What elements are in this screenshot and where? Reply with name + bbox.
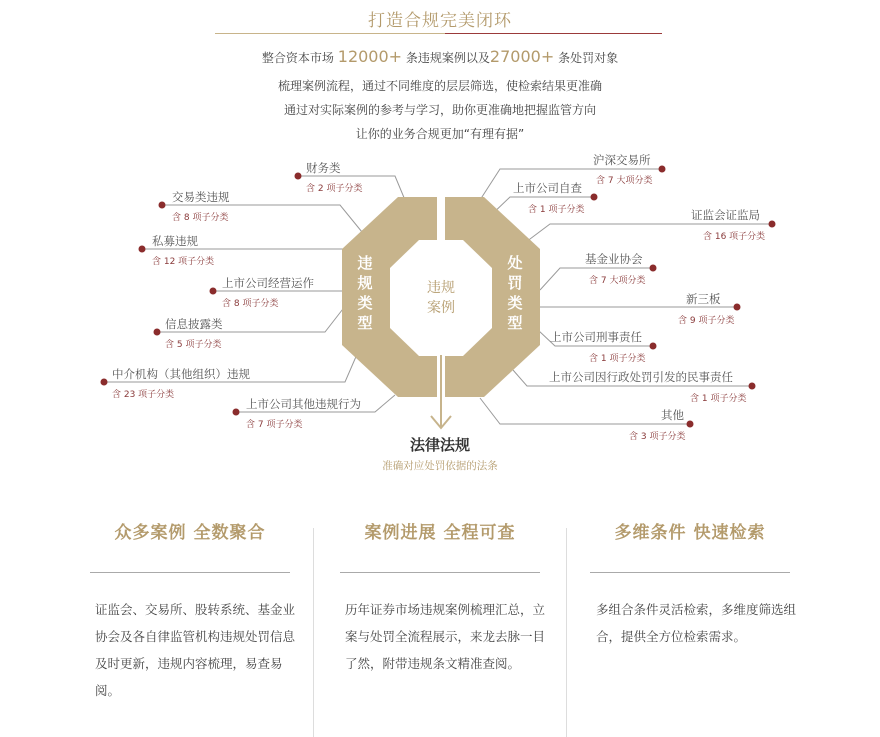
feature-title-3: 多维条件 快速检索 [614,523,766,543]
column-separator-2 [566,528,567,737]
left-item-sub: 含 12 项子分类 [152,257,215,267]
left-item-label: 上市公司经营运作 [222,276,314,290]
center-case-label: 违规 案例 [427,280,455,316]
case-count: 12000+ [337,47,403,66]
right-item-label: 新三板 [686,292,721,306]
right-item-sub: 含 7 大项分类 [596,176,653,186]
dot-right-1 [659,166,666,173]
left-item-sub: 含 7 项子分类 [246,420,303,430]
left-item-label: 交易类违规 [172,190,230,204]
left-item-label: 中介机构（其他组织）违规 [112,367,250,381]
violation-type-block: 违 规 类 型 [357,254,373,332]
dot-right-8 [687,421,694,428]
right-item-sub: 含 3 项子分类 [629,432,686,442]
left-item-sub: 含 2 项子分类 [306,184,363,194]
intro-mid: 条违规案例以及 [405,51,490,65]
right-item-label: 沪深交易所 [593,153,651,167]
dot-right-5 [734,304,741,311]
law-subtitle: 准确对应处罚依据的法条 [382,460,498,472]
dot-right-2 [591,194,598,201]
dot-left-6 [101,379,108,386]
dot-right-3 [769,221,776,228]
dot-left-3 [139,246,146,253]
left-item-label: 信息披露类 [165,317,223,331]
right-item-label: 其他 [661,408,684,422]
dot-left-2 [159,202,166,209]
right-item-sub: 含 1 项子分类 [690,394,747,404]
column-separator-1 [313,528,314,737]
right-item-sub: 含 7 大项分类 [589,276,646,286]
right-item-label: 上市公司自查 [513,181,582,195]
right-item-label: 证监会证监局 [691,208,760,222]
dot-right-6 [650,343,657,350]
intro-prefix: 整合资本市场 [261,51,334,65]
dot-left-7 [233,409,240,416]
intro-line-4: 让你的业务合规更加“有理有据” [355,127,525,141]
feature-text-2: 历年证券市场违规案例梳理汇总，立案与处罚全流程展示，来龙去脉一目了然，附带违规条文精准查阅。 [345,602,546,671]
feature-divider-2 [340,572,540,573]
intro-suffix: 条处罚对象 [558,51,619,65]
feature-title-1: 众多案例 全数聚合 [114,523,266,543]
right-item-label: 上市公司刑事责任 [550,330,642,344]
right-item-sub: 含 16 项子分类 [703,232,766,242]
feature-text-3: 多组合条件灵活检索，多维度筛选组合，提供全方位检索需求。 [596,602,797,644]
intro-line-2: 梳理案例流程，通过不同维度的层层筛选，使检索结果更准确 [277,79,602,93]
right-item-sub: 含 1 项子分类 [528,205,585,215]
left-item-label: 上市公司其他违规行为 [246,397,361,411]
feature-title-2: 案例进展 全程可查 [364,523,516,543]
right-item-label: 基金业协会 [585,252,643,266]
connector-right-8 [480,398,690,424]
dot-right-4 [650,265,657,272]
punish-count: 27000+ [489,47,555,66]
dot-left-5 [154,329,161,336]
law-title: 法律法规 [409,436,470,454]
left-item-sub: 含 8 项子分类 [222,299,279,309]
feature-text-1: 证监会、交易所、股转系统、基金业协会及各自律监管机构违规处罚信息及时更新，违规内容梳理，易查易阅。 [95,602,296,698]
left-item-sub: 含 23 项子分类 [112,390,175,400]
feature-divider-3 [590,572,790,573]
right-item-sub: 含 9 项子分类 [678,316,735,326]
right-item-label: 上市公司因行政处罚引发的民事责任 [549,370,733,384]
punishment-type-block: 处 罚 类 型 [507,254,523,332]
right-item-sub: 含 1 项子分类 [589,354,646,364]
left-item-sub: 含 5 项子分类 [165,340,222,350]
left-item-sub: 含 8 项子分类 [172,213,229,223]
intro-line-3: 通过对实际案例的参考与学习，助你更准确地把握监管方向 [283,103,596,117]
dot-left-4 [210,288,217,295]
left-item-label: 财务类 [306,161,341,175]
feature-divider-1 [90,572,290,573]
page-title: 打造合规完美闭环 [368,11,512,31]
left-item-label: 私募违规 [152,234,198,248]
dot-right-7 [749,383,756,390]
dot-left-1 [295,173,302,180]
